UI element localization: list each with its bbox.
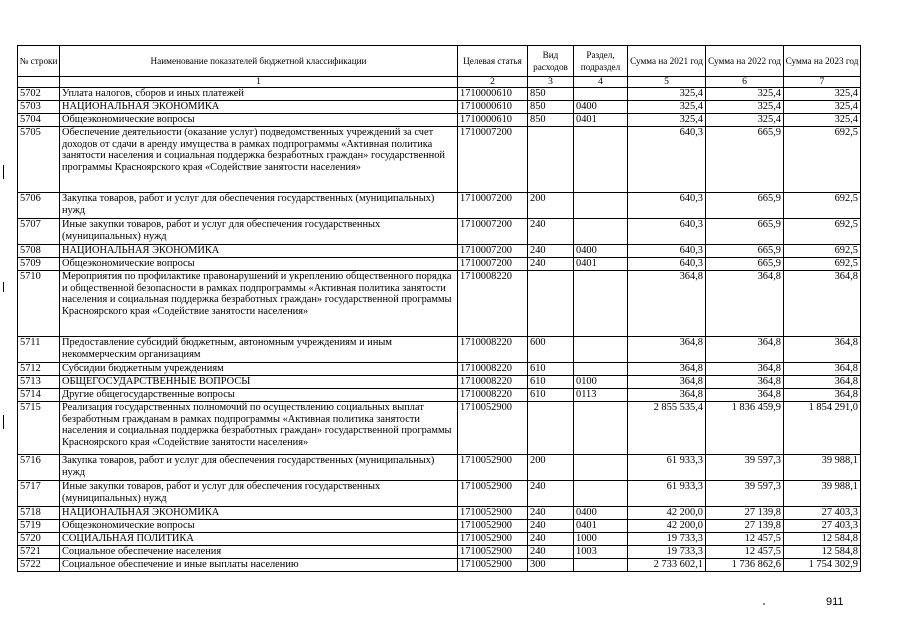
sum-2021: 42 200,0 <box>628 520 706 533</box>
indicator-name: Иные закупки товаров, работ и услуг для обеспечения государственных (муниципальных) нужд <box>60 481 458 507</box>
section-code: 0400 <box>574 507 628 520</box>
sum-2021: 19 733,3 <box>628 533 706 546</box>
section-code <box>574 127 628 193</box>
sum-2021: 325,4 <box>628 114 706 127</box>
section-code: 0100 <box>574 376 628 389</box>
section-code: 0400 <box>574 101 628 114</box>
header-indicator-name: Наименование показателей бюджетной классификации <box>60 46 458 77</box>
target-article: 1710007200 <box>458 193 528 219</box>
target-article: 1710052900 <box>458 559 528 572</box>
section-code: 0401 <box>574 258 628 271</box>
scan-artifact <box>3 415 4 429</box>
indicator-name: Обеспечение деятельности (оказание услуг) подведомственных учреждений за счет доходов от сдачи в аренду имущества в рамках подпрограммы «Активная политика занятости населения и социальная поддержка безработных граждан» государственной программы Красноярского края «Содействие занятости населения» <box>60 127 458 193</box>
target-article: 1710008220 <box>458 271 528 337</box>
sum-2023: 692,5 <box>784 219 861 245</box>
sum-2021: 640,3 <box>628 219 706 245</box>
section-code <box>574 559 628 572</box>
section-code: 0113 <box>574 389 628 402</box>
sum-2021: 61 933,3 <box>628 455 706 481</box>
sum-2022: 27 139,8 <box>706 520 784 533</box>
section-code <box>574 337 628 363</box>
table-row <box>18 101 861 114</box>
table-row <box>18 271 861 337</box>
column-number: 2 <box>458 77 528 88</box>
table-row <box>18 559 861 572</box>
target-article: 1710007200 <box>458 127 528 193</box>
indicator-name: Закупка товаров, работ и услуг для обеспечения государственных (муниципальных) нужд <box>60 455 458 481</box>
indicator-name: Социальное обеспечение и иные выплаты населению <box>60 559 458 572</box>
target-article: 1710052900 <box>458 546 528 559</box>
target-article: 1710000610 <box>458 114 528 127</box>
row-number: 5716 <box>18 455 60 481</box>
row-number: 5708 <box>18 245 60 258</box>
target-article: 1710052900 <box>458 507 528 520</box>
header-sum-2023: Сумма на 2023 год <box>784 46 861 77</box>
section-code <box>574 271 628 337</box>
header-target-article: Целевая статья <box>458 46 528 77</box>
table-row <box>18 402 861 455</box>
indicator-name: НАЦИОНАЛЬНАЯ ЭКОНОМИКА <box>60 245 458 258</box>
row-number: 5707 <box>18 219 60 245</box>
row-number: 5709 <box>18 258 60 271</box>
indicator-name: Мероприятия по профилактике правонарушений и укреплению общественного порядка и общественной безопасности в рамках подпрограммы «Активная политика занятости населения и социальная поддержка безработных граждан» государственной программы Красноярского края «Содействие занятости населения» <box>60 271 458 337</box>
sum-2022: 665,9 <box>706 258 784 271</box>
expense-type: 850 <box>528 101 574 114</box>
section-code: 1003 <box>574 546 628 559</box>
sum-2022: 1 736 862,6 <box>706 559 784 572</box>
indicator-name: НАЦИОНАЛЬНАЯ ЭКОНОМИКА <box>60 101 458 114</box>
row-number: 5710 <box>18 271 60 337</box>
expense-type: 850 <box>528 88 574 101</box>
row-number: 5714 <box>18 389 60 402</box>
expense-type: 200 <box>528 455 574 481</box>
sum-2023: 39 988,1 <box>784 455 861 481</box>
sum-2022: 39 597,3 <box>706 481 784 507</box>
expense-type: 240 <box>528 546 574 559</box>
row-number: 5715 <box>18 402 60 455</box>
indicator-name: Общеэкономические вопросы <box>60 520 458 533</box>
sum-2023: 692,5 <box>784 193 861 219</box>
sum-2021: 364,8 <box>628 389 706 402</box>
section-code <box>574 219 628 245</box>
sum-2022: 27 139,8 <box>706 507 784 520</box>
expense-type: 850 <box>528 114 574 127</box>
table-row <box>18 245 861 258</box>
table-row <box>18 546 861 559</box>
target-article: 1710052900 <box>458 533 528 546</box>
sum-2023: 364,8 <box>784 389 861 402</box>
sum-2023: 364,8 <box>784 337 861 363</box>
sum-2021: 640,3 <box>628 193 706 219</box>
row-number: 5703 <box>18 101 60 114</box>
table-row <box>18 533 861 546</box>
table-row <box>18 337 861 363</box>
sum-2022: 665,9 <box>706 245 784 258</box>
sum-2023: 12 584,8 <box>784 533 861 546</box>
table-row <box>18 520 861 533</box>
expense-type: 300 <box>528 559 574 572</box>
expense-type <box>528 271 574 337</box>
sum-2022: 665,9 <box>706 219 784 245</box>
header-row <box>18 46 861 77</box>
row-number: 5712 <box>18 363 60 376</box>
sum-2022: 665,9 <box>706 193 784 219</box>
table-row <box>18 481 861 507</box>
section-code <box>574 402 628 455</box>
table-row <box>18 507 861 520</box>
sum-2022: 364,8 <box>706 363 784 376</box>
target-article: 1710052900 <box>458 455 528 481</box>
target-article: 1710008220 <box>458 376 528 389</box>
sum-2023: 12 584,8 <box>784 546 861 559</box>
section-code: 0401 <box>574 520 628 533</box>
column-number: 6 <box>706 77 784 88</box>
column-number: 7 <box>784 77 861 88</box>
table-body <box>18 88 861 572</box>
table-row <box>18 376 861 389</box>
expense-type: 240 <box>528 245 574 258</box>
table-row <box>18 193 861 219</box>
column-number: 1 <box>60 77 458 88</box>
sum-2023: 692,5 <box>784 127 861 193</box>
sum-2023: 692,5 <box>784 245 861 258</box>
budget-table <box>17 45 861 572</box>
expense-type: 600 <box>528 337 574 363</box>
section-code <box>574 363 628 376</box>
sum-2023: 692,5 <box>784 258 861 271</box>
sum-2022: 39 597,3 <box>706 455 784 481</box>
sum-2022: 364,8 <box>706 389 784 402</box>
sum-2022: 364,8 <box>706 376 784 389</box>
sum-2021: 325,4 <box>628 88 706 101</box>
row-number: 5706 <box>18 193 60 219</box>
row-number: 5720 <box>18 533 60 546</box>
expense-type: 200 <box>528 193 574 219</box>
sum-2022: 364,8 <box>706 271 784 337</box>
column-number-row <box>18 77 861 88</box>
indicator-name: Субсидии бюджетным учреждениям <box>60 363 458 376</box>
expense-type: 610 <box>528 389 574 402</box>
section-code <box>574 455 628 481</box>
sum-2022: 325,4 <box>706 88 784 101</box>
sum-2023: 1 854 291,0 <box>784 402 861 455</box>
row-number: 5722 <box>18 559 60 572</box>
row-number: 5719 <box>18 520 60 533</box>
sum-2022: 364,8 <box>706 337 784 363</box>
sum-2021: 325,4 <box>628 101 706 114</box>
sum-2023: 325,4 <box>784 114 861 127</box>
header-sum-2022: Сумма на 2022 год <box>706 46 784 77</box>
target-article: 1710007200 <box>458 219 528 245</box>
expense-type: 240 <box>528 481 574 507</box>
sum-2021: 2 855 535,4 <box>628 402 706 455</box>
section-code: 1000 <box>574 533 628 546</box>
indicator-name: НАЦИОНАЛЬНАЯ ЭКОНОМИКА <box>60 507 458 520</box>
sum-2021: 640,3 <box>628 127 706 193</box>
target-article: 1710008220 <box>458 363 528 376</box>
header-section: Раздел, подраздел <box>574 46 628 77</box>
budget-table-sheet <box>17 45 860 572</box>
header-expense-type: Вид расходов <box>528 46 574 77</box>
sum-2022: 12 457,5 <box>706 533 784 546</box>
row-number: 5702 <box>18 88 60 101</box>
sum-2022: 1 836 459,9 <box>706 402 784 455</box>
section-code <box>574 88 628 101</box>
column-number: 3 <box>528 77 574 88</box>
sum-2023: 27 403,3 <box>784 520 861 533</box>
sum-2023: 364,8 <box>784 271 861 337</box>
indicator-name: Предоставление субсидий бюджетным, автономным учреждениям и иным некоммерческим организациям <box>60 337 458 363</box>
expense-type <box>528 127 574 193</box>
target-article: 1710000610 <box>458 101 528 114</box>
indicator-name: Закупка товаров, работ и услуг для обеспечения государственных (муниципальных) нужд <box>60 193 458 219</box>
sum-2021: 42 200,0 <box>628 507 706 520</box>
table-row <box>18 219 861 245</box>
target-article: 1710007200 <box>458 245 528 258</box>
indicator-name: Социальное обеспечение населения <box>60 546 458 559</box>
target-article: 1710052900 <box>458 402 528 455</box>
page-number: 911 <box>826 596 844 608</box>
table-row <box>18 389 861 402</box>
sum-2023: 364,8 <box>784 363 861 376</box>
expense-type: 610 <box>528 363 574 376</box>
sum-2023: 1 754 302,9 <box>784 559 861 572</box>
sum-2023: 325,4 <box>784 101 861 114</box>
sum-2023: 27 403,3 <box>784 507 861 520</box>
section-code <box>574 193 628 219</box>
indicator-name: СОЦИАЛЬНАЯ ПОЛИТИКА <box>60 533 458 546</box>
sum-2022: 325,4 <box>706 101 784 114</box>
sum-2023: 325,4 <box>784 88 861 101</box>
target-article: 1710008220 <box>458 337 528 363</box>
sum-2021: 19 733,3 <box>628 546 706 559</box>
sum-2022: 325,4 <box>706 114 784 127</box>
indicator-name: Иные закупки товаров, работ и услуг для обеспечения государственных (муниципальных) нужд <box>60 219 458 245</box>
indicator-name: Реализация государственных полномочий по осуществлению социальных выплат безработным гражданам в рамках подпрограммы «Активная политика занятости населения и социальная поддержка безработных граждан» государственной программы Красноярского края «Содействие занятости населения» <box>60 402 458 455</box>
row-number: 5704 <box>18 114 60 127</box>
expense-type: 240 <box>528 533 574 546</box>
section-code: 0400 <box>574 245 628 258</box>
target-article: 1710008220 <box>458 389 528 402</box>
table-row <box>18 88 861 101</box>
scan-artifact <box>3 282 4 292</box>
header-row-number: № строки <box>18 46 60 77</box>
sum-2023: 364,8 <box>784 376 861 389</box>
expense-type: 240 <box>528 520 574 533</box>
row-number: 5721 <box>18 546 60 559</box>
expense-type <box>528 402 574 455</box>
header-sum-2021: Сумма на 2021 год <box>628 46 706 77</box>
sum-2021: 640,3 <box>628 258 706 271</box>
section-code <box>574 481 628 507</box>
target-article: 1710007200 <box>458 258 528 271</box>
sum-2022: 12 457,5 <box>706 546 784 559</box>
indicator-name: Уплата налогов, сборов и иных платежей <box>60 88 458 101</box>
table-row <box>18 258 861 271</box>
expense-type: 240 <box>528 258 574 271</box>
sum-2021: 61 933,3 <box>628 481 706 507</box>
row-number: 5717 <box>18 481 60 507</box>
scan-artifact <box>3 165 4 179</box>
indicator-name: Общеэкономические вопросы <box>60 258 458 271</box>
table-row <box>18 363 861 376</box>
sum-2021: 364,8 <box>628 271 706 337</box>
target-article: 1710000610 <box>458 88 528 101</box>
expense-type: 240 <box>528 219 574 245</box>
column-number: 5 <box>628 77 706 88</box>
indicator-name: Общеэкономические вопросы <box>60 114 458 127</box>
table-row <box>18 114 861 127</box>
row-number: 5711 <box>18 337 60 363</box>
sum-2021: 364,8 <box>628 363 706 376</box>
sum-2021: 364,8 <box>628 376 706 389</box>
sum-2021: 2 733 602,1 <box>628 559 706 572</box>
table-row <box>18 127 861 193</box>
indicator-name: Другие общегосударственные вопросы <box>60 389 458 402</box>
scan-artifact <box>763 603 765 605</box>
target-article: 1710052900 <box>458 520 528 533</box>
expense-type: 610 <box>528 376 574 389</box>
section-code: 0401 <box>574 114 628 127</box>
sum-2021: 640,3 <box>628 245 706 258</box>
indicator-name: ОБЩЕГОСУДАРСТВЕННЫЕ ВОПРОСЫ <box>60 376 458 389</box>
row-number: 5705 <box>18 127 60 193</box>
sum-2021: 364,8 <box>628 337 706 363</box>
sum-2023: 39 988,1 <box>784 481 861 507</box>
row-number: 5713 <box>18 376 60 389</box>
column-number: 4 <box>574 77 628 88</box>
column-number <box>18 77 60 88</box>
sum-2022: 665,9 <box>706 127 784 193</box>
target-article: 1710052900 <box>458 481 528 507</box>
expense-type: 240 <box>528 507 574 520</box>
row-number: 5718 <box>18 507 60 520</box>
table-row <box>18 455 861 481</box>
